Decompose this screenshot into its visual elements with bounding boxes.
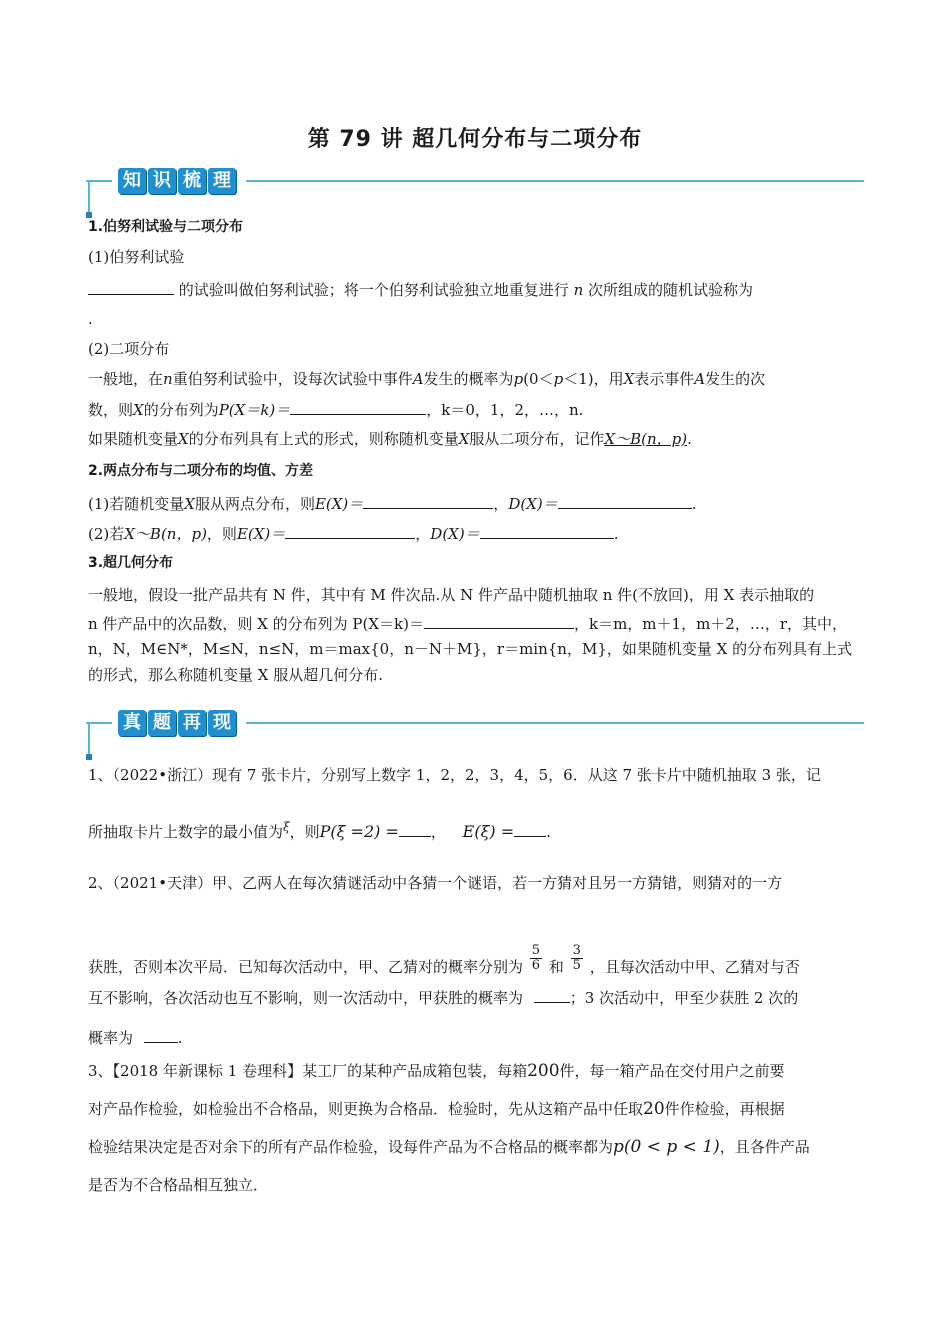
subheading: (1)伯努利试验 <box>88 248 185 266</box>
page-title: 第 79 讲 超几何分布与二项分布 <box>307 127 643 152</box>
subheading: (2)二项分布 <box>88 340 170 358</box>
banner-rule-vertical <box>88 180 90 216</box>
banner-char: 现 <box>208 710 236 736</box>
question-1-line: 1、（2022•浙江）现有 7 张卡片，分别写上数字 1，2，2，3，4，5，6．从这 7 张卡片中随机抽取 3 张，记 <box>88 766 821 784</box>
question-3-line: 3、【2018 年新课标 1 卷理科】某工厂的某种产品成箱包装，每箱200件，每一箱产品在交付用户之前要 <box>88 1061 785 1081</box>
paragraph-line: 一般地，在n重伯努利试验中，设每次试验中事件A发生的概率为p(0＜p＜1)，用X表示事件A发生的次 <box>88 370 766 388</box>
banner-badge <box>112 710 246 736</box>
question-2-line: 2、（2021•天津）甲、乙两人在每次猜谜活动中各猜一个谜语，若一方猜对且另一方猜错，则猜对的一方 <box>88 874 783 892</box>
section-heading-3: 3.超几何分布 <box>88 555 174 571</box>
fraction: $\frac{5}{6}$ <box>531 943 541 973</box>
banner-char: 理 <box>208 168 236 194</box>
paragraph-line: (1)若随机变量X服从两点分布，则E(X)＝ ，D(X)＝ . <box>88 492 697 515</box>
paragraph-line: n 件产品中的次品数，则 X 的分布列为 P(X＝k)＝ ，k＝m，m＋1，m＋2，…，r，其中， <box>88 612 847 635</box>
answer-blank[interactable] <box>285 522 415 539</box>
answer-blank[interactable] <box>558 492 692 509</box>
question-1-line: 所抽取卡片上数字的最小值为$^\xi$，则P(ξ =2) = ， E(ξ) = . <box>88 820 551 841</box>
paragraph-line: 的试验叫做伯努利试验；将一个伯努利试验独立地重复进行 n 次所组成的随机试验称为 <box>88 278 753 301</box>
answer-blank[interactable] <box>88 278 174 295</box>
paragraph-line: 数，则X的分布列为P(X＝k)＝ ，k＝0，1，2，…，n. <box>88 398 583 421</box>
banner-char: 识 <box>148 168 176 194</box>
question-3-line: 对产品作检验，如检验出不合格品，则更换为合格品．检验时，先从这箱产品中任取20件作检验，再根据 <box>88 1099 785 1119</box>
paragraph-line: 的形式，那么称随机变量 X 服从超几何分布. <box>88 666 383 684</box>
banner-char: 题 <box>148 710 176 736</box>
banner-tick <box>86 754 92 760</box>
banner-badge <box>112 168 246 194</box>
question-3-line: 检验结果决定是否对余下的所有产品作检验，设每件产品为不合格品的概率都为p(0 < p < 1)，且各件产品 <box>88 1137 810 1157</box>
question-2-line: 互不影响，各次活动也互不影响，则一次活动中，甲获胜的概率为 ；3 次活动中，甲至少获胜 2 次的 <box>88 986 798 1009</box>
question-2-line: 概率为 . <box>88 1026 183 1049</box>
paragraph-line: 一般地，假设一批产品共有 N 件，其中有 M 件次品.从 N 件产品中随机抽取 n 件(不放回)，用 X 表示抽取的 <box>88 586 815 604</box>
question-2-line: 获胜，否则本次平局．已知每次活动中，甲、乙猜对的概率分别为 $\frac{5}{6}$ 和 $\frac{3}{5}$ ，且每次活动中甲、乙猜对与否 <box>88 943 800 976</box>
fraction: $\frac{3}{5}$ <box>572 943 581 973</box>
answer-blank[interactable] <box>399 820 431 837</box>
banner-char: 真 <box>118 710 146 736</box>
answer-blank[interactable] <box>424 612 574 629</box>
paragraph-line: n，N，M∈N*，M≤N，n≤N，m＝max{0，n－N＋M}，r＝min{n，M}，如果随机变量 X 的分布列具有上式 <box>88 640 853 658</box>
question-3-line: 是否为不合格品相互独立． <box>88 1176 269 1194</box>
paragraph-line: . <box>88 310 93 328</box>
answer-blank[interactable] <box>363 492 493 509</box>
paragraph-line: 如果随机变量X的分布列具有上式的形式，则称随机变量X服从二项分布，记作X～B(n，p). <box>88 430 692 448</box>
answer-blank[interactable] <box>514 820 546 837</box>
banner-char: 梳 <box>178 168 206 194</box>
section-heading-1: 1.伯努利试验与二项分布 <box>88 219 244 235</box>
banner-rule-vertical <box>88 722 90 758</box>
answer-blank[interactable] <box>480 522 614 539</box>
section-heading-2: 2.两点分布与二项分布的均值、方差 <box>88 463 314 479</box>
answer-blank[interactable] <box>290 398 426 415</box>
section-banner-exam <box>86 710 864 770</box>
banner-char: 再 <box>178 710 206 736</box>
banner-char: 知 <box>118 168 146 194</box>
answer-blank[interactable] <box>534 986 570 1003</box>
paragraph-line: (2)若X～B(n，p)，则E(X)＝ ，D(X)＝ . <box>88 522 619 545</box>
answer-blank[interactable] <box>144 1026 178 1043</box>
